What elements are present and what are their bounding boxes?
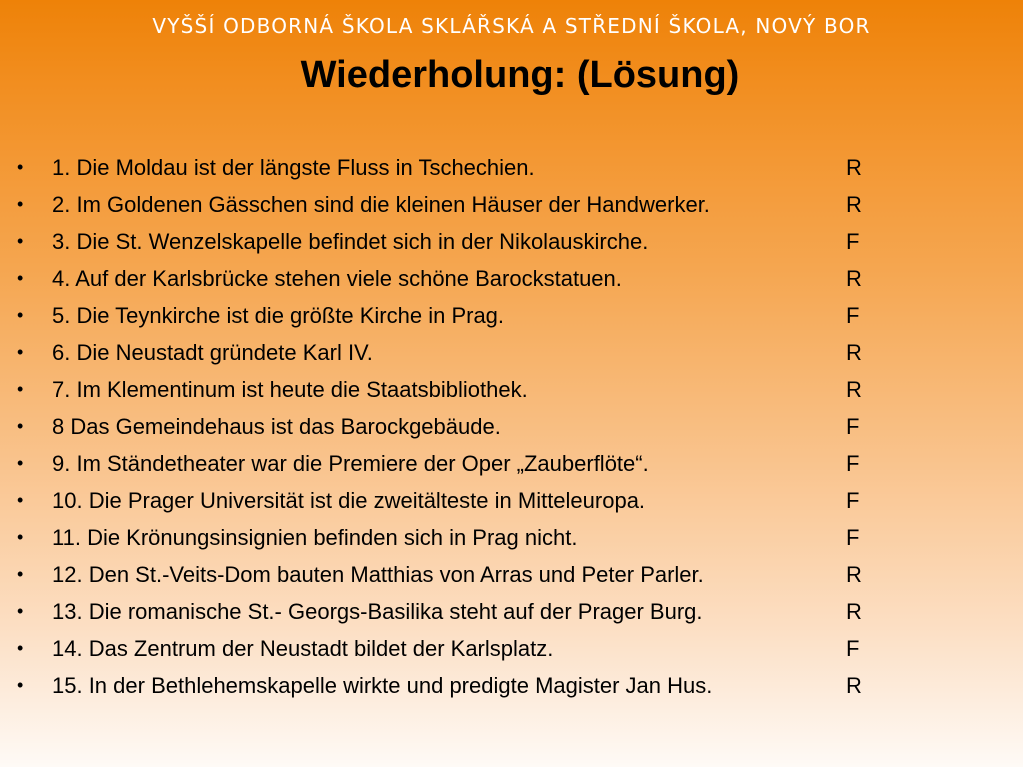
- statement-row: [0, 630, 1023, 667]
- bullet-icon: •: [17, 268, 24, 288]
- statement-text: 12. Den St.-Veits-Dom bauten Matthias von Arras und Peter Parler.: [52, 562, 704, 587]
- slide-title: Wiederholung: (Lösung): [300, 54, 740, 96]
- answer-mark: R: [846, 155, 862, 180]
- statement-text: 8 Das Gemeindehaus ist das Barockgebäude.: [52, 414, 501, 439]
- statement-text: 15. In der Bethlehemskapelle wirkte und predigte Magister Jan Hus.: [52, 673, 713, 698]
- bullet-icon: •: [17, 157, 24, 177]
- answer-mark: F: [846, 525, 860, 550]
- bullet-icon: •: [17, 379, 24, 399]
- answer-mark: R: [846, 599, 862, 624]
- statement-text: 2. Im Goldenen Gässchen sind die kleinen Häuser der Handwerker.: [52, 192, 710, 217]
- bullet-icon: •: [17, 675, 24, 695]
- statement-row: [0, 408, 1023, 445]
- answer-mark: F: [846, 414, 860, 439]
- bullet-icon: •: [17, 453, 24, 473]
- bullet-icon: •: [17, 564, 24, 584]
- statement-row: [0, 519, 1023, 556]
- bullet-icon: •: [17, 231, 24, 251]
- bullet-icon: •: [17, 638, 24, 658]
- answer-mark: F: [846, 636, 860, 661]
- answer-mark: R: [846, 562, 862, 587]
- bullet-icon: •: [17, 342, 24, 362]
- statement-row: [0, 482, 1023, 519]
- statement-text: 9. Im Ständetheater war die Premiere der Oper „Zauberflöte“.: [52, 451, 649, 476]
- bullet-icon: •: [17, 305, 24, 325]
- statement-text: 6. Die Neustadt gründete Karl IV.: [52, 340, 373, 365]
- statement-text: 11. Die Krönungsinsignien befinden sich in Prag nicht.: [52, 525, 578, 550]
- answer-mark: F: [846, 451, 860, 476]
- bullet-icon: •: [17, 490, 24, 510]
- statement-row: [0, 186, 1023, 223]
- statement-row: [0, 223, 1023, 260]
- statement-text: 13. Die romanische St.- Georgs-Basilika steht auf der Prager Burg.: [52, 599, 703, 624]
- statement-row: [0, 593, 1023, 630]
- answer-mark: R: [846, 266, 862, 291]
- statement-text: 3. Die St. Wenzelskapelle befindet sich in der Nikolauskirche.: [52, 229, 649, 254]
- bullet-icon: •: [17, 601, 24, 621]
- statement-row: [0, 667, 1023, 704]
- answer-mark: F: [846, 229, 860, 254]
- answer-mark: F: [846, 303, 860, 328]
- statement-text: 4. Auf der Karlsbrücke stehen viele schöne Barockstatuen.: [52, 266, 622, 291]
- bullet-icon: •: [17, 194, 24, 214]
- answer-mark: R: [846, 340, 862, 365]
- statement-text: 1. Die Moldau ist der längste Fluss in Tschechien.: [52, 155, 535, 180]
- answer-mark: R: [846, 192, 862, 217]
- statement-list: [0, 149, 1023, 704]
- statement-row: [0, 149, 1023, 186]
- answer-mark: R: [846, 377, 862, 402]
- statement-text: 14. Das Zentrum der Neustadt bildet der Karlsplatz.: [52, 636, 554, 661]
- statement-row: [0, 260, 1023, 297]
- statement-text: 10. Die Prager Universität ist die zweitälteste in Mitteleuropa.: [52, 488, 646, 513]
- statement-text: 5. Die Teynkirche ist die größte Kirche in Prag.: [52, 303, 505, 328]
- statement-row: [0, 297, 1023, 334]
- bullet-icon: •: [17, 527, 24, 547]
- answer-mark: F: [846, 488, 860, 513]
- school-header: VYŠŠÍ ODBORNÁ ŠKOLA SKLÁŘSKÁ A STŘEDNÍ ŠKOLA, NOVÝ BOR: [152, 14, 871, 38]
- statement-text: 7. Im Klementinum ist heute die Staatsbibliothek.: [52, 377, 528, 402]
- statement-row: [0, 334, 1023, 371]
- statement-row: [0, 556, 1023, 593]
- answer-mark: R: [846, 673, 862, 698]
- bullet-icon: •: [17, 416, 24, 436]
- statement-row: [0, 445, 1023, 482]
- statement-row: [0, 371, 1023, 408]
